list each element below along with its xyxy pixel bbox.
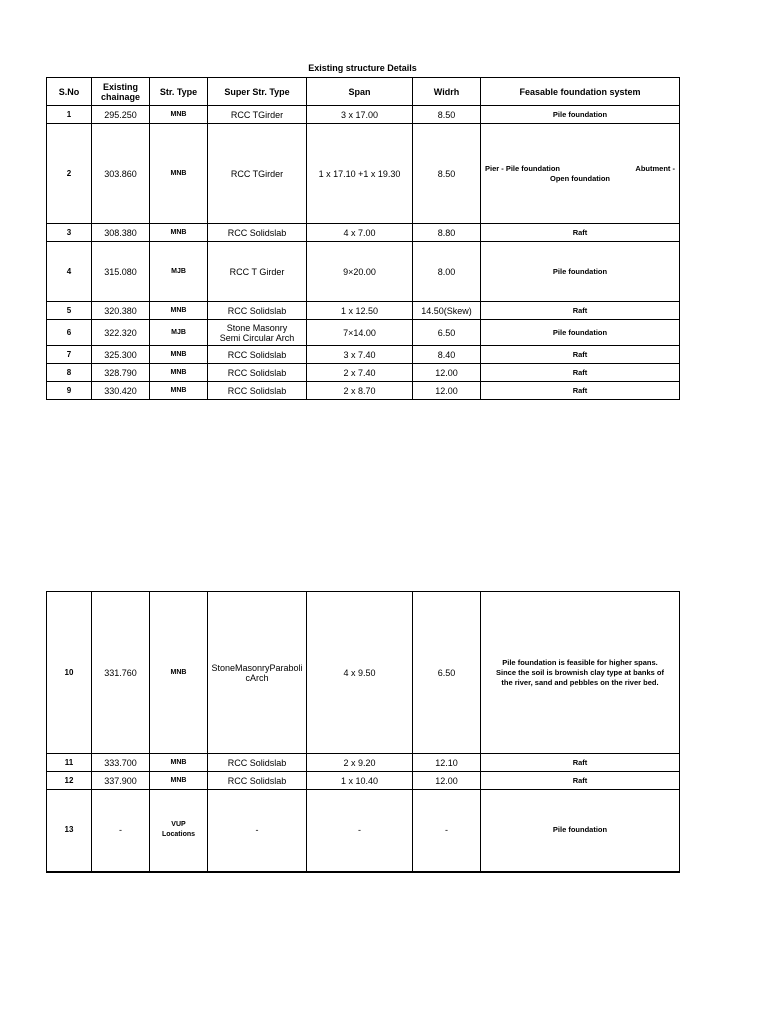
- width-cell: 8.50: [413, 106, 481, 124]
- width-cell: 12.10: [413, 754, 481, 772]
- chainage-cell: 337.900: [92, 772, 150, 790]
- span-cell: 3 x 17.00: [307, 106, 413, 124]
- header-super-str-type: Super Str. Type: [208, 78, 307, 106]
- table-row: [47, 242, 680, 302]
- width-cell: -: [413, 790, 481, 872]
- str-type-line-1: VUP: [171, 821, 186, 829]
- width-cell: 14.50(Skew): [413, 302, 481, 320]
- header-str-type: Str. Type: [150, 78, 208, 106]
- str-type-cell: MNB: [150, 302, 208, 320]
- super-str-cell: [208, 320, 307, 346]
- foundation-cell: Raft: [481, 382, 680, 400]
- super-str-line-1: Stone Masonry: [226, 322, 288, 333]
- chainage-cell: 320.380: [92, 302, 150, 320]
- str-type-cell: MNB: [150, 772, 208, 790]
- span-cell: 2 x 8.70: [307, 382, 413, 400]
- table-title: Existing structure Details: [308, 63, 417, 73]
- foundation-line-2: Since the soil is brownish clay type at banks of: [496, 667, 664, 677]
- str-type-cell: MNB: [150, 364, 208, 382]
- sno-cell: 2: [47, 124, 92, 224]
- sno-cell: 13: [47, 790, 92, 872]
- super-str-cell: [208, 592, 307, 754]
- table-row: [47, 364, 680, 382]
- table-row: [47, 772, 680, 790]
- width-cell: 8.50: [413, 124, 481, 224]
- foundation-cell: Pile foundation: [481, 790, 680, 872]
- width-cell: 8.00: [413, 242, 481, 302]
- super-str-cell: RCC Solidslab: [208, 772, 307, 790]
- str-type-cell: MJB: [150, 242, 208, 302]
- foundation-open-text: Open foundation: [550, 173, 610, 183]
- str-type-cell: MNB: [150, 346, 208, 364]
- table-row: [47, 302, 680, 320]
- width-cell: 12.00: [413, 772, 481, 790]
- header-chainage: Existing chainage: [92, 78, 150, 106]
- sno-cell: 8: [47, 364, 92, 382]
- chainage-cell: 315.080: [92, 242, 150, 302]
- str-type-line-2: Locations: [161, 831, 196, 839]
- header-span: Span: [307, 78, 413, 106]
- str-type-cell: MNB: [150, 224, 208, 242]
- super-str-cell: RCC TGirder: [208, 124, 307, 224]
- span-cell: 4 x 7.00: [307, 224, 413, 242]
- str-type-cell: MNB: [150, 382, 208, 400]
- chainage-cell: 333.700: [92, 754, 150, 772]
- table-row: [47, 754, 680, 772]
- width-cell: 8.40: [413, 346, 481, 364]
- sno-cell: 10: [47, 592, 92, 754]
- foundation-cell: Raft: [481, 302, 680, 320]
- super-str-line-2: Semi Circular Arch: [219, 332, 295, 343]
- chainage-cell: 328.790: [92, 364, 150, 382]
- span-cell: -: [307, 790, 413, 872]
- chainage-cell: 330.420: [92, 382, 150, 400]
- structure-table-part-1: [46, 77, 680, 400]
- super-str-cell: RCC Solidslab: [208, 364, 307, 382]
- header-width: Widrh: [413, 78, 481, 106]
- super-str-cell: RCC Solidslab: [208, 754, 307, 772]
- span-cell: 9×20.00: [307, 242, 413, 302]
- table-row: [47, 346, 680, 364]
- width-cell: 12.00: [413, 364, 481, 382]
- header-foundation: Feasable foundation system: [481, 78, 680, 106]
- foundation-cell: Raft: [481, 224, 680, 242]
- span-cell: 1 x 12.50: [307, 302, 413, 320]
- foundation-line-3: the river, sand and pebbles on the river bed.: [501, 677, 659, 687]
- span-cell: 3 x 7.40: [307, 346, 413, 364]
- table-row: [47, 320, 680, 346]
- super-str-line-2: cArch: [245, 672, 269, 683]
- span-cell: 1 x 17.10 +1 x 19.30: [307, 124, 413, 224]
- super-str-cell: RCC T Girder: [208, 242, 307, 302]
- chainage-cell: 308.380: [92, 224, 150, 242]
- sno-cell: 11: [47, 754, 92, 772]
- foundation-cell: Pile foundation: [481, 106, 680, 124]
- table-row: [47, 382, 680, 400]
- sno-cell: 12: [47, 772, 92, 790]
- sno-cell: 1: [47, 106, 92, 124]
- str-type-cell: MNB: [150, 124, 208, 224]
- sno-cell: 5: [47, 302, 92, 320]
- super-str-cell: RCC Solidslab: [208, 224, 307, 242]
- chainage-cell: 322.320: [92, 320, 150, 346]
- chainage-cell: -: [92, 790, 150, 872]
- super-str-cell: RCC Solidslab: [208, 382, 307, 400]
- foundation-cell: Pile foundation: [481, 242, 680, 302]
- chainage-cell: 331.760: [92, 592, 150, 754]
- width-cell: 6.50: [413, 592, 481, 754]
- foundation-cell: [481, 124, 680, 224]
- foundation-cell: Raft: [481, 346, 680, 364]
- sno-cell: 9: [47, 382, 92, 400]
- table-row: [47, 124, 680, 224]
- super-str-cell: RCC Solidslab: [208, 346, 307, 364]
- chainage-cell: 303.860: [92, 124, 150, 224]
- span-cell: 7×14.00: [307, 320, 413, 346]
- str-type-cell: MNB: [150, 106, 208, 124]
- table-row: [47, 592, 680, 754]
- sno-cell: 6: [47, 320, 92, 346]
- super-str-cell: RCC Solidslab: [208, 302, 307, 320]
- foundation-cell: Raft: [481, 754, 680, 772]
- foundation-line-1: Pile foundation is feasible for higher spans.: [502, 657, 658, 667]
- span-cell: 2 x 7.40: [307, 364, 413, 382]
- foundation-cell: [481, 592, 680, 754]
- foundation-cell: Raft: [481, 772, 680, 790]
- sno-cell: 3: [47, 224, 92, 242]
- sno-cell: 7: [47, 346, 92, 364]
- foundation-abutment-text: Abutment -: [635, 163, 675, 173]
- super-str-line-1: StoneMasonryParaboli: [211, 662, 303, 673]
- str-type-cell: MJB: [150, 320, 208, 346]
- table-row: [47, 224, 680, 242]
- super-str-cell: RCC TGirder: [208, 106, 307, 124]
- str-type-cell: [150, 790, 208, 872]
- foundation-cell: Raft: [481, 364, 680, 382]
- str-type-cell: MNB: [150, 592, 208, 754]
- sno-cell: 4: [47, 242, 92, 302]
- super-str-cell: -: [208, 790, 307, 872]
- header-sno: S.No: [47, 78, 92, 106]
- chainage-cell: 325.300: [92, 346, 150, 364]
- span-cell: 2 x 9.20: [307, 754, 413, 772]
- str-type-cell: MNB: [150, 754, 208, 772]
- structure-table-part-2: [46, 591, 680, 873]
- width-cell: 12.00: [413, 382, 481, 400]
- width-cell: 8.80: [413, 224, 481, 242]
- foundation-cell: Pile foundation: [481, 320, 680, 346]
- span-cell: 1 x 10.40: [307, 772, 413, 790]
- table-row: [47, 790, 680, 872]
- header-row: [47, 78, 680, 106]
- span-cell: 4 x 9.50: [307, 592, 413, 754]
- table-row: [47, 106, 680, 124]
- width-cell: 6.50: [413, 320, 481, 346]
- chainage-cell: 295.250: [92, 106, 150, 124]
- foundation-pier-text: Pier - Pile foundation: [485, 163, 561, 173]
